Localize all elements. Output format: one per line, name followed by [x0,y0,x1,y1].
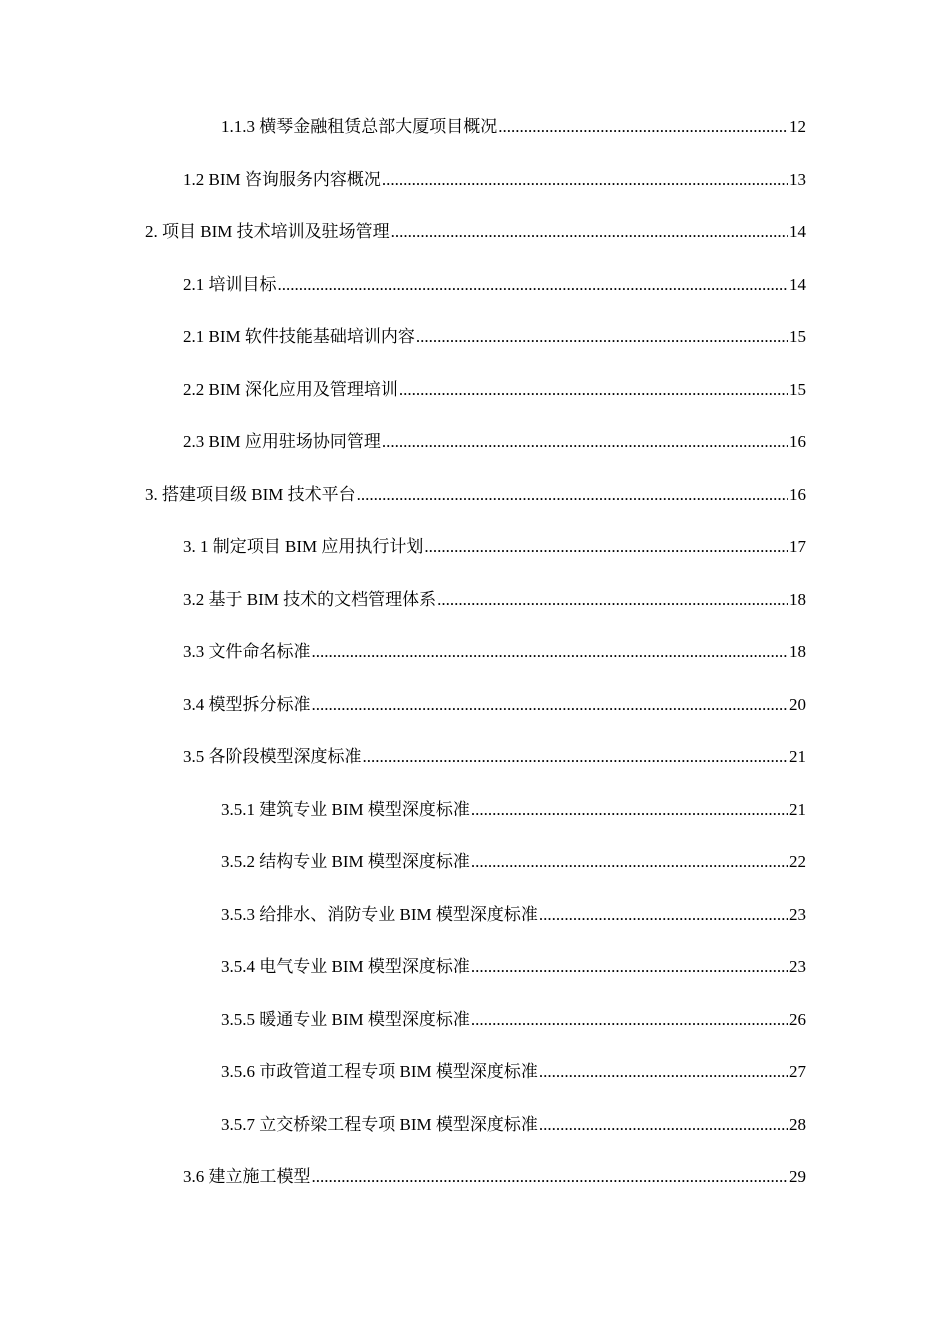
toc-entry-title: 3.5.2 结构专业 BIM 模型深度标准 [221,852,470,871]
toc-entry[interactable] [0,324,950,377]
toc-entry-page: 28 [789,1114,806,1134]
toc-entry[interactable] [0,954,950,1007]
toc-dot-leader [416,324,788,350]
toc-dot-leader [498,114,788,140]
toc-entry-page: 12 [789,117,806,136]
toc-entry-page: 22 [789,852,806,871]
toc-entry[interactable] [0,744,950,797]
toc-entry-title: 2. 项目 BIM 技术培训及驻场管理 [145,222,390,241]
toc-dot-leader [539,1112,788,1138]
toc-entry-page: 14 [789,222,806,241]
toc-entry-page: 18 [789,589,806,609]
toc-entry[interactable] [0,1164,950,1217]
toc-entry[interactable] [0,377,950,430]
toc-dot-leader [437,587,788,613]
toc-entry-title: 3.4 模型拆分标准 [183,694,311,714]
toc-entry-page: 17 [789,537,806,556]
toc-entry[interactable] [0,534,950,587]
toc-entry[interactable] [0,587,950,640]
toc-dot-leader [312,1164,789,1190]
toc-dot-leader [539,1059,788,1085]
toc-entry[interactable] [0,1059,950,1112]
toc-entry[interactable] [0,1007,950,1060]
toc-entry-page: 13 [789,169,806,189]
toc-entry-title: 3.5.1 建筑专业 BIM 模型深度标准 [221,799,470,819]
toc-dot-leader [382,167,788,193]
toc-entry[interactable] [0,849,950,902]
toc-entry[interactable] [0,482,950,535]
toc-dot-leader [363,744,789,770]
toc-dot-leader [539,902,788,928]
toc-entry[interactable] [0,219,950,272]
toc-entry-title: 2.2 BIM 深化应用及管理培训 [183,379,398,399]
toc-entry-title: 2.3 BIM 应用驻场协同管理 [183,432,381,451]
toc-entry-title: 3. 搭建项目级 BIM 技术平台 [145,484,356,504]
toc-entry[interactable] [0,639,950,692]
toc-entry-title: 3.3 文件命名标准 [183,642,311,661]
toc-entry-page: 20 [789,694,806,714]
toc-entry-page: 14 [789,274,806,294]
toc-entry-page: 27 [789,1062,806,1081]
toc-entry-page: 15 [789,379,806,399]
toc-entry-title: 1.2 BIM 咨询服务内容概况 [183,169,381,189]
toc-entry-page: 16 [789,484,806,504]
toc-entry-page: 18 [789,642,806,661]
toc-entry[interactable] [0,114,950,167]
toc-entry[interactable] [0,167,950,220]
toc-entry-title: 3. 1 制定项目 BIM 应用执行计划 [183,537,424,556]
toc-dot-leader [471,954,788,980]
toc-entry-title: 1.1.3 横琴金融租赁总部大厦项目概况 [221,117,498,136]
toc-entry-title: 3.5.7 立交桥梁工程专项 BIM 模型深度标准 [221,1114,538,1134]
toc-dot-leader [471,797,788,823]
toc-entry-page: 23 [789,904,806,924]
toc-entry-title: 3.5 各阶段模型深度标准 [183,747,362,766]
toc-entry-page: 16 [789,432,806,451]
toc-entry[interactable] [0,692,950,745]
toc-entry-title: 3.2 基于 BIM 技术的文档管理体系 [183,589,437,609]
toc-dot-leader [278,272,789,298]
toc-entry[interactable] [0,797,950,850]
toc-entry-title: 2.1 培训目标 [183,274,277,294]
toc-entry-page: 26 [789,1009,806,1029]
toc-entry-page: 21 [789,799,806,819]
toc-dot-leader [424,534,788,560]
toc-dot-leader [357,482,788,508]
toc-entry[interactable] [0,272,950,325]
toc-entry-title: 2.1 BIM 软件技能基础培训内容 [183,327,415,346]
toc-entry-page: 29 [789,1167,806,1186]
toc-dot-leader [471,849,788,875]
toc-entry-title: 3.5.6 市政管道工程专项 BIM 模型深度标准 [221,1062,538,1081]
toc-dot-leader [391,219,788,245]
toc-entry-page: 21 [789,747,806,766]
toc-entry[interactable] [0,902,950,955]
toc-entry-title: 3.5.5 暖通专业 BIM 模型深度标准 [221,1009,470,1029]
table-of-contents [0,114,950,1217]
toc-entry[interactable] [0,1112,950,1165]
toc-entry-page: 23 [789,957,806,976]
toc-entry-title: 3.5.3 给排水、消防专业 BIM 模型深度标准 [221,904,538,924]
toc-entry-title: 3.6 建立施工模型 [183,1167,311,1186]
toc-dot-leader [312,692,789,718]
toc-entry-title: 3.5.4 电气专业 BIM 模型深度标准 [221,957,470,976]
toc-dot-leader [382,429,788,455]
toc-entry[interactable] [0,429,950,482]
toc-dot-leader [471,1007,788,1033]
toc-dot-leader [399,377,788,403]
toc-entry-page: 15 [789,327,806,346]
toc-dot-leader [312,639,789,665]
